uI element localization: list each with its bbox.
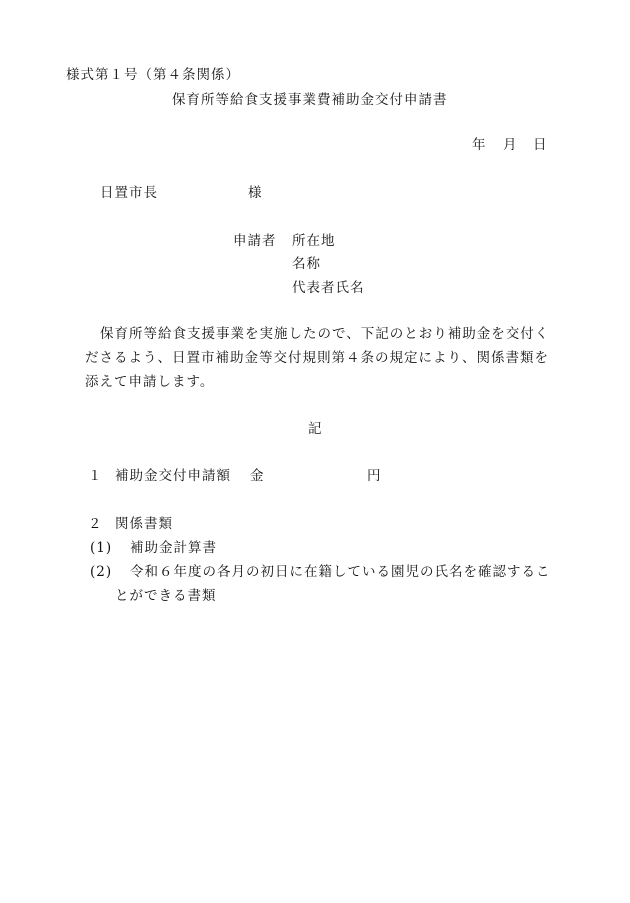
applicant-representative-label: 代表者氏名 bbox=[292, 280, 365, 296]
addressee-honorific: 様 bbox=[248, 185, 263, 201]
item-1-label: 補助金交付申請額 bbox=[115, 468, 231, 484]
document-title: 保育所等給食支援事業費補助金交付申請書 bbox=[172, 92, 448, 108]
applicant-name-label: 名称 bbox=[292, 256, 321, 272]
related-document-text: 補助金計算書 bbox=[130, 540, 217, 556]
related-document-text: 令和６年度の各月の初日に在籍している園児の氏名を確認するこ bbox=[130, 564, 551, 580]
body-line: 添えて申請します。 bbox=[85, 374, 215, 390]
item-2-label: 関係書類 bbox=[115, 516, 173, 532]
addressee-name: 日置市長 bbox=[100, 185, 158, 201]
item-1-currency-unit: 円 bbox=[367, 468, 382, 484]
item-1-currency-prefix: 金 bbox=[250, 468, 265, 484]
date-month-label: 月 bbox=[503, 137, 518, 153]
body-line: 保育所等給食支援事業を実施したので、下記のとおり補助金を交付く bbox=[100, 326, 550, 342]
applicant-label: 申請者 bbox=[233, 233, 277, 249]
date-day-label: 日 bbox=[533, 137, 548, 153]
form-number: 様式第１号（第４条関係） bbox=[66, 67, 240, 83]
item-1-number: １ bbox=[88, 468, 103, 484]
date-year-label: 年 bbox=[472, 137, 487, 153]
item-2-number: ２ bbox=[88, 516, 103, 532]
ki-heading: 記 bbox=[308, 421, 323, 437]
related-document-number: (2) bbox=[90, 564, 113, 580]
applicant-address-label: 所在地 bbox=[292, 233, 336, 249]
body-line: ださるよう、日置市補助金等交付規則第４条の規定により、関係書類を bbox=[85, 350, 549, 366]
related-document-text-continuation: とができる書類 bbox=[115, 588, 217, 604]
related-document-number: (1) bbox=[90, 540, 113, 556]
